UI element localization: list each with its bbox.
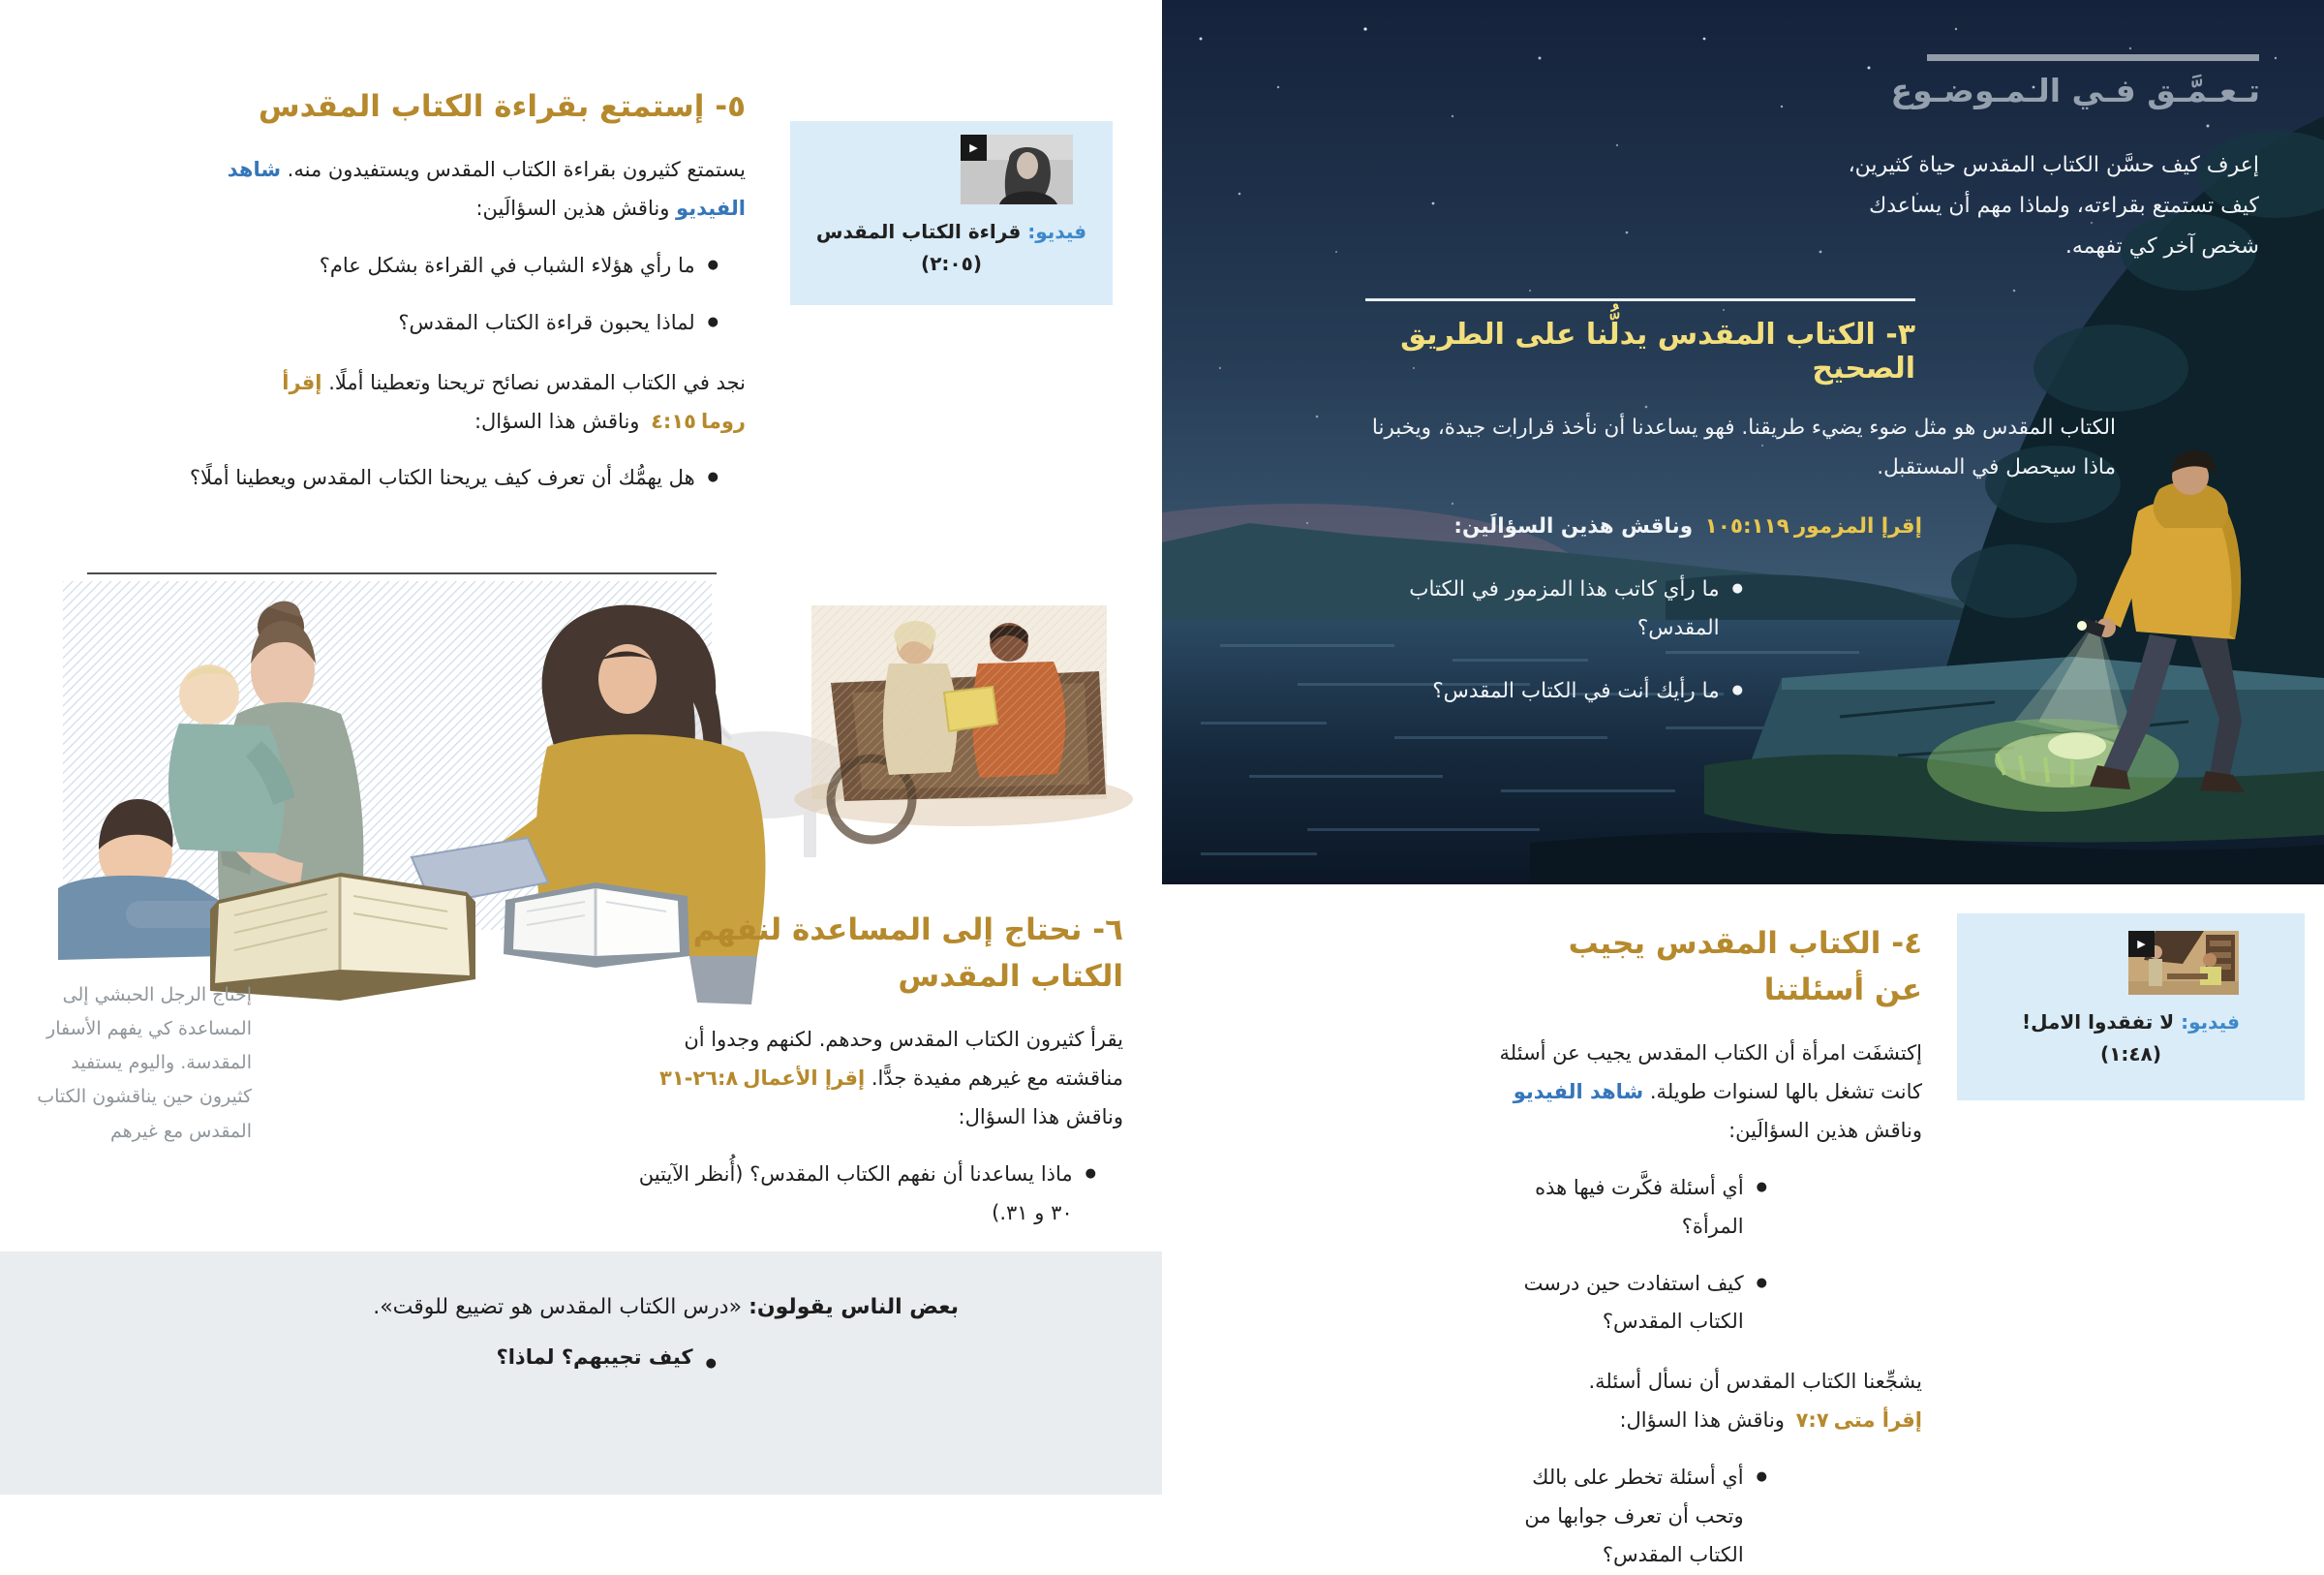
watch-video-link[interactable]: شاهد الفيديو [227,158,746,220]
video-title: فيديو: قراءة الكتاب المقدس [815,220,1087,243]
bullet-dot-icon: ● [707,257,719,272]
video-thumbnail[interactable] [2128,931,2239,995]
bullet-dot-icon: ● [707,314,719,329]
people-say-statement: بعض الناس يقولون: «درس الكتاب المقدس هو تضييع للوقت». [373,1295,959,1319]
play-icon[interactable]: ▶ [961,135,987,161]
video-caption [1957,1006,2305,1070]
bullet-dot-icon: ● [1756,1469,1767,1485]
header-rule [1927,54,2259,61]
list-item: ● كيف استفادت حين درست الكتاب المقدس؟ [1479,1265,1767,1343]
people-say-box [0,1251,1162,1495]
section-5-text-a: يستمتع كثيرون بقراءة الكتاب المقدس ويستفيدون منه. [281,158,746,182]
video-panel-dont-lose-hope [1957,913,2305,1100]
list-item: ● ما رأي هؤلاء الشباب في القراءة بشكل عام؟ [182,247,719,286]
section-6 [615,907,1123,1233]
illustration-caption: إحتاج الرجل الحبشي إلى المساعدة كي يفهم الأسفار المقدسة. واليوم يستفيد كثيرون حين يناقشون الكتاب المقدس مع غيرهم [37,984,252,1142]
video-thumbnail[interactable] [961,135,1073,204]
bullet-dot-icon: ● [1731,683,1743,698]
play-icon[interactable]: ▶ [2128,931,2155,957]
section-5-paragraph-2: نجد في الكتاب المقدس نصائح تريحنا وتعطينا أملًا. إقرأ روما٤:١٥ وناقش هذا السؤال: [282,370,746,433]
scripture-ref[interactable]: إقرإ الأعمال٣١-٢٦:٨ [659,1065,866,1090]
list-item: ● ما رأيك أنت في الكتاب المقدس؟ [1361,672,1743,712]
video-duration: (٢:٠٥) [921,252,982,275]
bullet-dot-icon: ● [1756,1275,1767,1290]
list-item: ● لماذا يحبون قراءة الكتاب المقدس؟ [182,304,719,343]
video-label: فيديو: [2181,1010,2240,1034]
section-3 [1361,318,2116,712]
section-4 [1479,920,1922,1575]
list-item: ● أي أسئلة فكَّرت فيها هذه المرأة؟ [1479,1169,1767,1247]
scripture-ref[interactable]: إقرإ المزمور١٠٥:١١٩ [1704,513,1922,539]
section-6-paragraph: يقرأ كثيرون الكتاب المقدس وحدهم. لكنهم وجدوا أن مناقشته مع غيرهم مفيدة جدًّا. إقرإ الأعمال٣١-٢٦:٨ وناقش هذا السؤال: [615,1021,1123,1137]
section-4-title: ٤- الكتاب المقدس يجيب عن أسئلتنا [1568,926,1922,1008]
list-item: ● أي أسئلة تخطر على بالك وتحب أن تعرف جوابها من الكتاب المقدس؟ [1479,1459,1767,1575]
section-4-paragraph: إكتشفَت امرأة أن الكتاب المقدس يجيب عن أسئلة كانت تشغل بالها لسنوات طويلة. شاهد الفيديو وناقش هذين السؤالَين: [1499,1041,1922,1142]
list-item: ● ماذا يساعدنا أن نفهم الكتاب المقدس؟ (أُنظر الآيتين ٣٠ و ٣١.) [615,1156,1096,1233]
section-3-paragraph: الكتاب المقدس هو مثل ضوء يضيء طريقنا. فهو يساعدنا أن نأخذ قرارات جيدة، ويخبرنا ماذا سيحصل في المستقبل. [1371,416,2116,479]
section-3-read-line: إقرإ المزمور١٠٥:١١٩ وناقش هذين السؤالَين: [1453,513,1922,539]
list-item: ● ما رأي كاتب هذا المزمور في الكتاب المقدس؟ [1361,571,1743,650]
chariot-scene [794,605,1133,840]
list-item: ● كيف تجيبهم؟ لماذا؟ [58,1345,717,1382]
bullet-dot-icon: ● [1085,1165,1096,1181]
section-5-title: ٥- إستمتع بقراءة الكتاب المقدس [258,89,746,124]
video-label: فيديو: [1027,220,1087,243]
video-duration: (١:٤٨) [2100,1042,2161,1065]
list-item: ● هل يهمُّك أن تعرف كيف يريحنا الكتاب المقدس ويعطينا أملًا؟ [182,459,719,498]
left-page [0,0,1162,1495]
scripture-ref[interactable]: إقرأ روما٤:١٥ [282,370,746,433]
section-5 [182,83,746,498]
section-5-paragraph [182,151,746,229]
bullet-dot-icon: ● [705,1355,717,1371]
section-6-title: ٦- نحتاج إلى المساعدة لنفهم الكتاب المقدس [692,912,1123,995]
page-title: تـعـمَّـق فـي الـمـوضـوع [1890,72,2260,109]
watch-video-link[interactable]: شاهد الفيديو [1513,1079,1644,1103]
section-5-text-b: وناقش هذين السؤالَين: [475,196,677,220]
bullet-dot-icon: ● [1756,1179,1767,1194]
bullet-dot-icon: ● [1731,580,1743,596]
video-panel-bible-reading [790,121,1113,305]
right-page [1162,0,2324,1566]
intro-text: إعرف كيف حسَّن الكتاب المقدس حياة كثيرين، كيف تستمتع بقراءته، ولماذا مهم أن يساعدك شخص آخر كي تفهمه. [1848,153,2259,259]
bullet-dot-icon: ● [707,470,719,485]
scripture-ref[interactable]: إقرأ متى٧:٧ [1795,1408,1922,1433]
people-say-lead: بعض الناس يقولون: [749,1295,959,1319]
section-3-rule [1365,298,1915,301]
video-title: فيديو: لا تفقدوا الامل! [2022,1010,2240,1034]
section-3-title: ٣- الكتاب المقدس يدلُّنا على الطريق الصحيح [1400,318,1915,386]
video-caption [790,216,1113,280]
section-4-paragraph-2: يشجِّعنا الكتاب المقدس أن نسأل أسئلة. إقرأ متى٧:٧ وناقش هذا السؤال: [1588,1370,1922,1433]
